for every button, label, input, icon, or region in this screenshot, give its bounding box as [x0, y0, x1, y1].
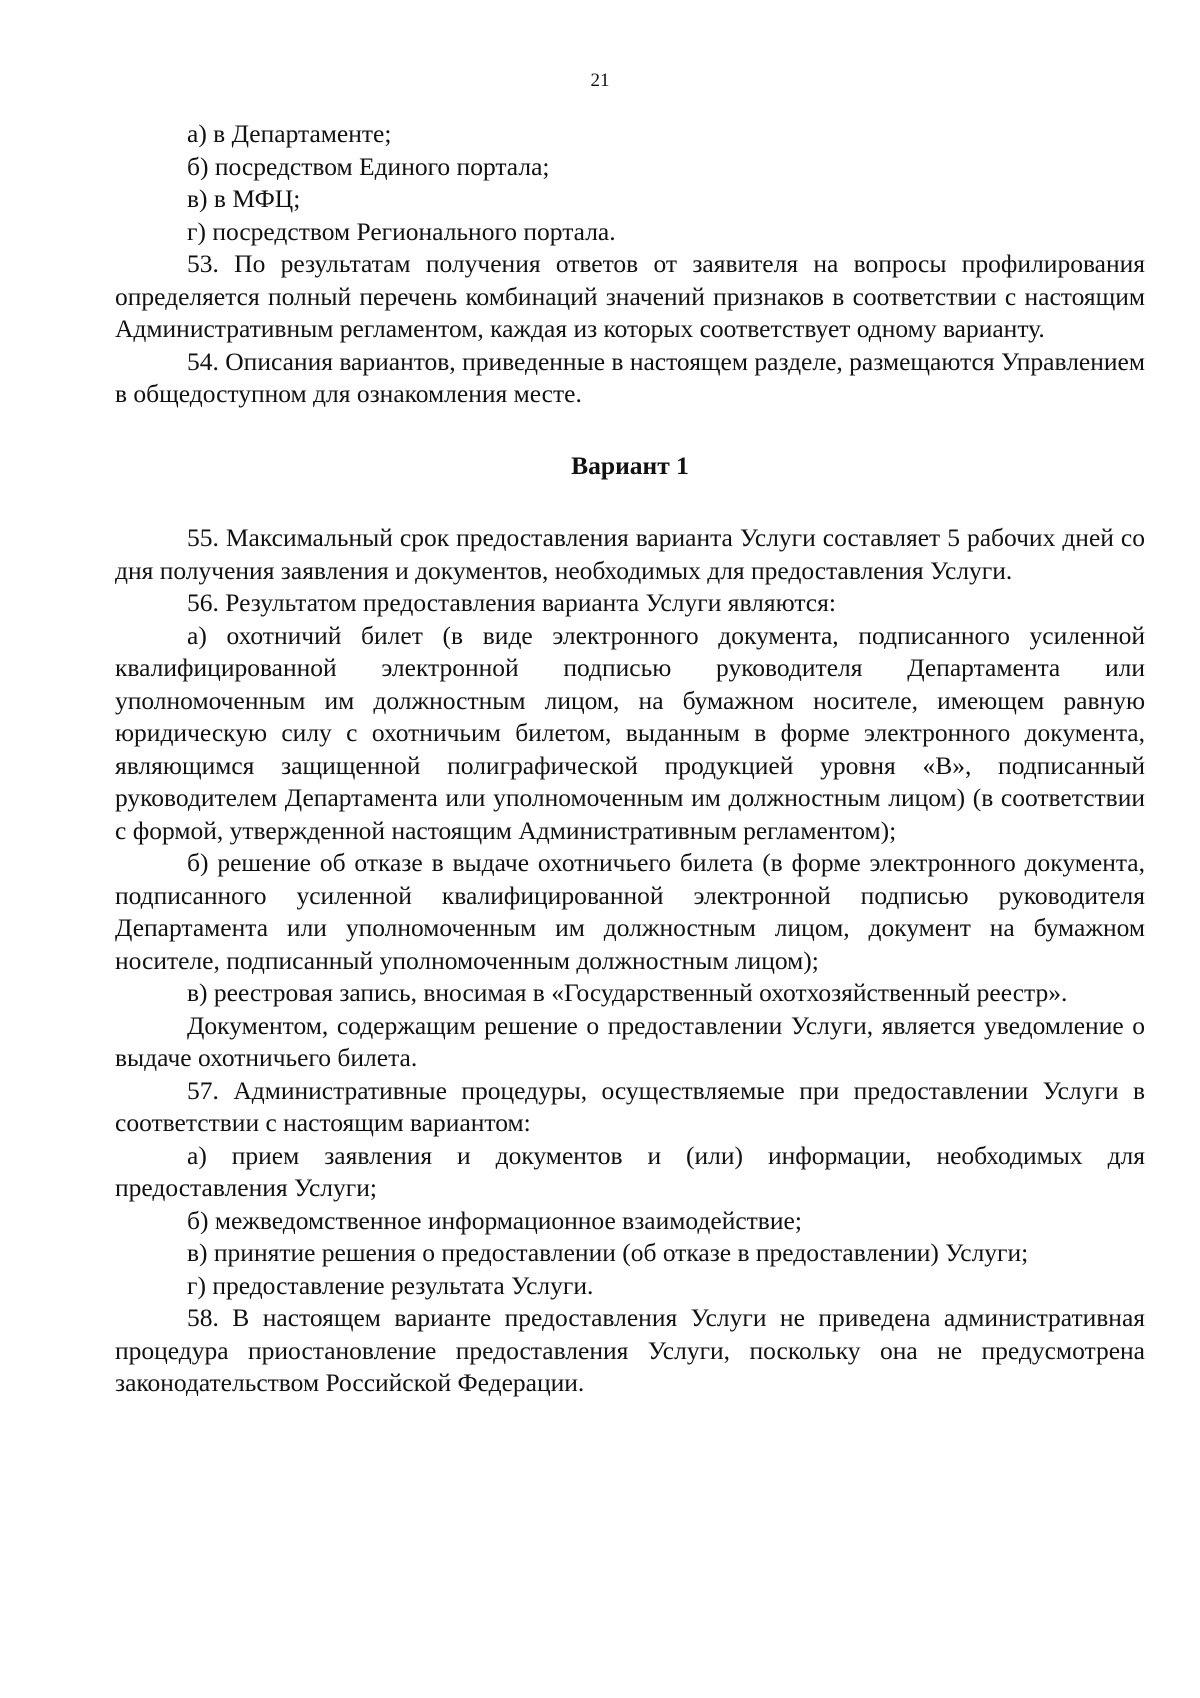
section-heading: Вариант 1 [571, 450, 689, 480]
paragraph-57-c: в) принятие решения о предоставлении (об отказе в предоставлении) Услуги; [187, 1238, 1029, 1267]
paragraph-54: 54. Описания вариантов, приведенные в настоящем разделе, размещаются Управлением в общедоступном для ознакомления месте. [115, 346, 1145, 408]
document-body [115, 118, 1145, 1400]
paragraph-decision-document: Документом, содержащим решение о предоставлении Услуги, является уведомление о выдаче охотничьего билета. [115, 1010, 1145, 1072]
paragraph-55: 55. Максимальный срок предоставления варианта Услуги составляет 5 рабочих дней со дня получения заявления и документов, необходимых для предоставления Услуги. [115, 523, 1145, 585]
page-number: 21 [590, 70, 610, 91]
paragraph-56-a: а) охотничий билет (в виде электронного документа, подписанного усиленной квалифицированной электронной подписью руководителя Департамента или уполномоченным им должностным лицом, на бумажном носителе, имеющем равную юридическую силу с охотничьим билетом, выданным в форме электронного документа, являющимся защищенной полиграфической продукцией уровня «В», подписанный руководителем Департамента или уполномоченным им должностным лицом) (в соответствии с формой, утвержденной настоящим Административным регламентом); [115, 620, 1145, 845]
paragraph-57-b: б) межведомственное информационное взаимодействие; [187, 1205, 802, 1235]
list-item-c-mfc: в) в МФЦ; [187, 184, 301, 213]
paragraph-56-b: б) решение об отказе в выдаче охотничьего билета (в форме электронного документа, подписанного усиленной квалифицированной электронной подписью руководителя Департамента или уполномоченным им должностным лицом, документ на бумажном носителе, подписанный уполномоченным должностным лицом); [115, 848, 1145, 975]
list-item-b-unified-portal: б) посредством Единого портала; [187, 151, 550, 181]
paragraph-56-c: в) реестровая запись, вносимая в «Государственный охотхозяйственный реестр». [187, 978, 1068, 1007]
paragraph-57: 57. Административные процедуры, осуществляемые при предоставлении Услуги в соответствии с настоящим вариантом: [115, 1075, 1145, 1137]
paragraph-58: 58. В настоящем варианте предоставления Услуги не приведена административная процедура приостановление предоставления Услуги, поскольку она не предусмотрена законодательством Российской Федерации. [115, 1303, 1145, 1397]
paragraph-57-d: г) предоставление результата Услуги. [187, 1270, 594, 1300]
list-item-d-regional-portal: г) посредством Регионального портала. [187, 216, 616, 246]
paragraph-56: 56. Результатом предоставления варианта Услуги являются: [187, 588, 836, 617]
paragraph-57-a: а) прием заявления и документов и (или) информации, необходимых для предоставления Услуги; [115, 1140, 1145, 1202]
list-item-a-department: а) в Департаменте; [187, 119, 392, 148]
paragraph-53: 53. По результатам получения ответов от заявителя на вопросы профилирования определяется полный перечень комбинаций значений признаков в соответствии с настоящим Административным регламентом, каждая из которых соответствует одному варианту. [115, 249, 1145, 343]
